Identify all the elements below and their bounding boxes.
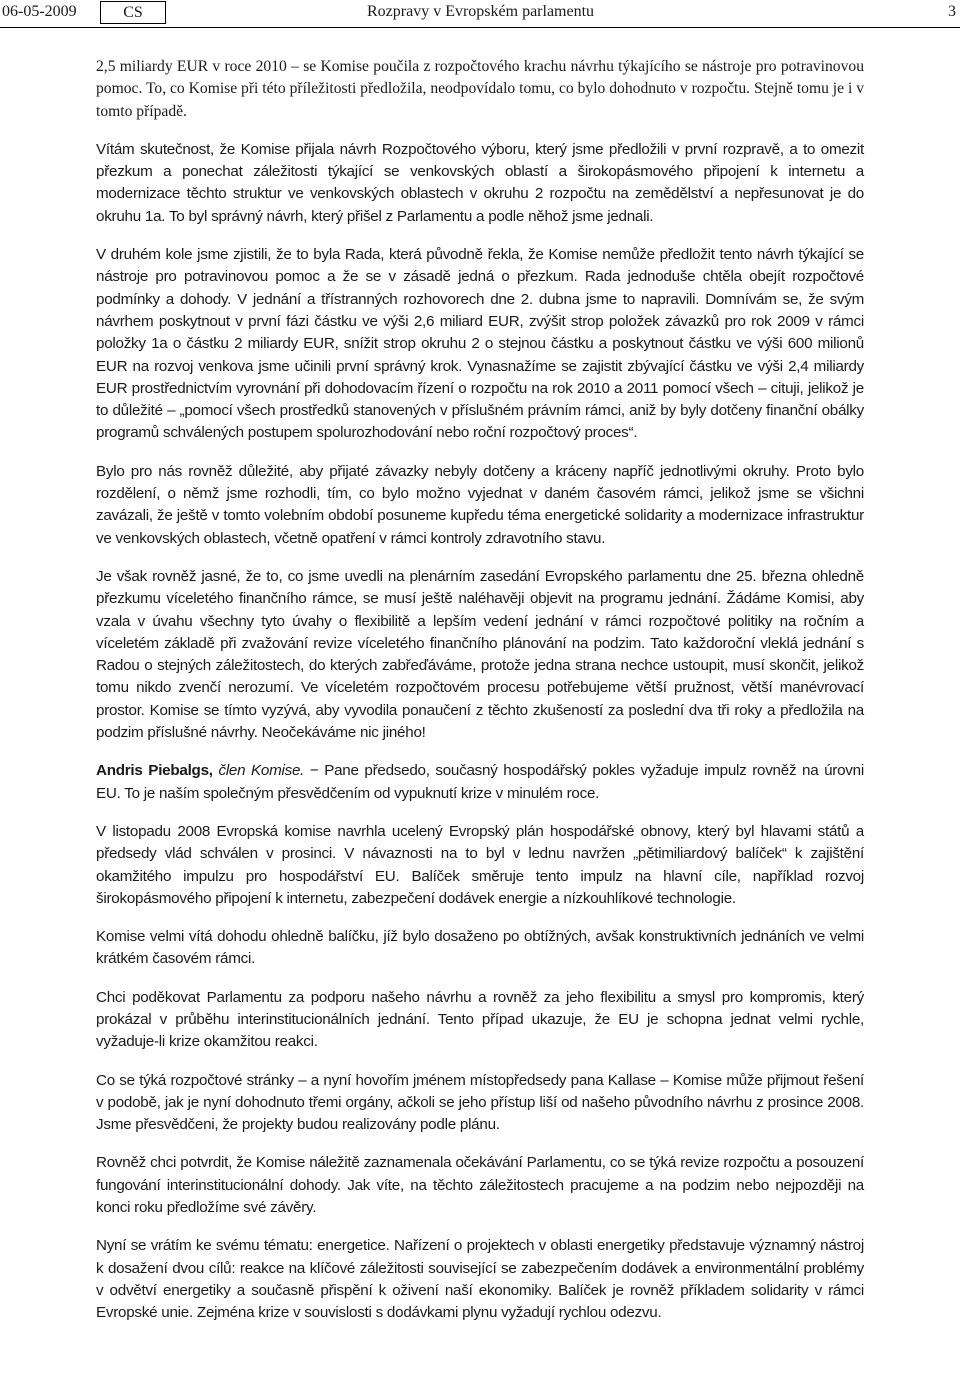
- page-number: 3: [948, 3, 956, 20]
- paragraph: Je však rovněž jasné, že to, co jsme uvedli na plenárním zasedání Evropského parlamentu dne 25. března ohledně přezkumu víceletého finančního rámce, se musí ještě naléhavěji objevit na programu jednání. Žádáme Komisi, aby vzala v úvahu všechny tyto úvahy o flexibilitě a lepším vedení jednání v rámci rozpočtové politiky na ročním a víceletém základě při zvažování revize víceletého finančního plánování na podzim. Tato každoroční vleklá jednání s Radou o stejných záležitostech, do kterých zabřeďáváme, protože jedna strana nechce ustoupit, musí skončit, jelikož tomu nikdo zvenčí nerozumí. Ve víceletém rozpočtovém procesu potřebujeme větší pružnost, větší manévrovací prostor. Komise se tímto vyzývá, aby vyvodila ponaučení z těchto zkušeností za poslední dva tři roky a předložila na podzim příslušné návrhy. Neočekáváme nic jiného!: [96, 567, 864, 742]
- paragraph: Nyní se vrátím ke svému tématu: energetice. Nařízení o projektech v oblasti energetiky představuje významný nástroj k dosažení dvou cílů: reakce na klíčové záležitosti související se zabezpečením dodávek a environmentální problémy v odvětví energetiky a současně přispění k oživení naší ekonomiky. Balíček je rovněž příkladem solidarity v rámci Evropské unie. Zejména krize v souvislosti s dodávkami plynu vyžadují rychlou odezvu.: [96, 1237, 864, 1322]
- language-badge: CS: [100, 1, 166, 24]
- paragraph: Co se týká rozpočtové stránky – a nyní hovořím jménem místopředsedy pana Kallase – Komise může přijmout řešení v podobě, jak je nyní dohodnuto třemi orgány, ačkoli se jeho přístup liší od našeho původního návrhu z prosince 2008. Jsme přesvědčeni, že projekty budou realizovány podle plánu.: [96, 1071, 864, 1134]
- paragraph: Vítám skutečnost, že Komise přijala návrh Rozpočtového výboru, který jsme předložili v první rozpravě, a to omezit přezkum a ponechat záležitosti týkající se venkovských oblastí a širokopásmového připojení k internetu a modernizace těchto struktur ve venkovských oblastech v okruhu 2 rozpočtu na zemědělství a nepřesunovat je do okruhu 1a. To byl správný návrh, který přišel z Parlamentu a podle něhož jsme jednali.: [96, 140, 864, 225]
- paragraph: 2,5 miliardy EUR v roce 2010 – se Komise poučila z rozpočtového krachu návrhu týkajícího se nástroje pro potravinovou pomoc. To, co Komise při této příležitosti předložila, neodpovídalo tomu, co bylo dohodnuto v rozpočtu. Stejně tomu je i v tomto případě.: [96, 58, 864, 120]
- header-date: 06-05-2009: [2, 3, 77, 20]
- paragraph: Bylo pro nás rovněž důležité, aby přijaté závazky nebyly dotčeny a kráceny napříč jednotlivými okruhy. Proto bylo rozdělení, o němž jsme rozhodli, tím, co bylo možno vyjednat v daném časovém rámci, jelikož jsme se všichni zavázali, že ještě v tomto volebním období posuneme kupředu téma energetické solidarity a modernizace infrastruktur ve venkovských oblastech, včetně opatření v rámci kontroly zdravotního stavu.: [96, 462, 864, 547]
- paragraph: V listopadu 2008 Evropská komise navrhla ucelený Evropský plán hospodářské obnovy, který byl hlavami států a předsedy vlád schválen v prosinci. V návaznosti na to byl v lednu navržen „pětimiliardový balíček“ k zajištění okamžitého impulzu pro hospodářství EU. Balíček směruje tento impulz na hlavní cíle, například rozvoj širokopásmového připojení k internetu, zabezpečení dodávek energie a nízkouhlíkové technologie.: [96, 822, 864, 907]
- page-header: [0, 0, 960, 28]
- paragraph: Rovněž chci potvrdit, že Komise náležitě zaznamenala očekávání Parlamentu, co se týká revize rozpočtu a posouzení fungování interinstitucionální dohody. Jak víte, na těchto záležitostech pracujeme a na podzim nebo nejpozději na konci roku předložíme své závěry.: [96, 1154, 864, 1217]
- paragraph: V druhém kole jsme zjistili, že to byla Rada, která původně řekla, že Komise nemůže předložit tento návrh týkající se nástroje pro potravinovou pomoc a že se v zásadě jedná o přezkum. Rada jednoduše chtěla obejít rozpočtové podmínky a dohody. V jednání a třístranných rozhovorech dne 2. dubna jsme to napravili. Domnívám se, že svým návrhem poskytnout v první fázi částku ve výši 2,6 miliard EUR, zvýšit strop položek závazků pro rok 2009 v rámci položky 1a o částku 2 miliardy EUR, snížit strop okruhu 2 o stejnou částku a poskytnout částku ve výši 600 milionů EUR na rozvoj venkova jsme učinili první správný krok. Vynasnažíme se zajistit zbývající částku ve výši 2,4 miliardy EUR prostřednictvím vyrovnání při dohodovacím řízení o rozpočtu na rok 2010 a 2011 pomocí všech – cituji, jelikož je to důležité – „pomocí všech prostředků stanovených v příslušném právním rámci, aniž by byly dotčeny finanční obálky programů schválených postupem spolurozhodování nebo roční rozpočtový proces“.: [96, 246, 864, 442]
- speaker-paragraph: [96, 760, 864, 805]
- paragraph: Komise velmi vítá dohodu ohledně balíčku, jíž bylo dosaženo po obtížných, avšak konstruktivních jednáních ve velmi krátkém časovém rámci.: [96, 928, 864, 968]
- document-body: [96, 56, 864, 1341]
- speaker-name: Andris Piebalgs,: [96, 762, 213, 780]
- speaker-role: člen Komise.: [218, 762, 305, 780]
- speaker-text: − Pane předsedo, současný hospodářský pokles vyžaduje impulz rovněž na úrovni EU. To je naším společným přesvědčením od vypuknutí krize v minulém roce.: [96, 762, 864, 802]
- header-title: Rozpravy v Evropském parlamentu: [367, 3, 595, 20]
- paragraph: Chci poděkovat Parlamentu za podporu našeho návrhu a rovněž za jeho flexibilitu a smysl pro kompromis, který prokázal v průběhu interinstitucionálních jednání. Tento případ ukazuje, že EU je schopna jednat velmi rychle, vyžaduje-li krize okamžitou reakci.: [96, 988, 864, 1051]
